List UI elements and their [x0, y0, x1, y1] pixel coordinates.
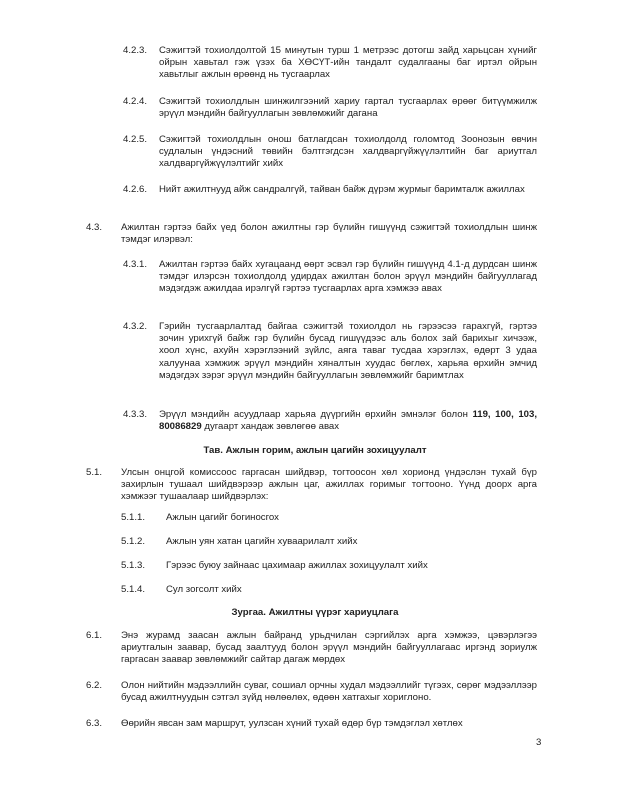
item-text: Ажлын цагийг богиносгох: [166, 512, 279, 523]
item-text: Сул зогсолт хийх: [166, 584, 242, 595]
item-number: 4.2.3.: [123, 45, 148, 56]
item-text: Сэжигтэй тохиолдолтой 15 минутын турш 1 метрээс дотогш зайд харьцсан хүнийг ойрын хавьтал гэж үзэх ба ХӨСҮТ-ийн тандалт судалгааны баг иртэл ойрын хавьтлыг ажлын өрөөнд нь тусгаарлах: [159, 45, 537, 81]
item-number: 5.1.4.: [121, 584, 146, 595]
item-text: Гэрээс буюу зайнаас цахимаар ажиллах зохицуулалт хийх: [166, 560, 428, 571]
item-number: 4.2.6.: [123, 184, 148, 195]
section-heading-6: Зургаа. Ажилтны үүрэг хариуцлага: [231, 607, 399, 618]
item-number: 4.3.1.: [123, 259, 148, 270]
item-number: 6.3.: [86, 718, 103, 729]
section-heading-5: Тав. Ажлын горим, ажлын цагийн зохицуулалт: [203, 445, 427, 456]
item-text: Ажлын уян хатан цагийн хуваарилалт хийх: [166, 536, 358, 547]
item-number: 6.2.: [86, 680, 103, 691]
item-number: 5.1.: [86, 467, 103, 478]
item-number: 4.3.3.: [123, 409, 148, 420]
item-text: Өөрийн явсан зам маршрут, уулзсан хүний тухай өдөр бүр тэмдэглэл хөтлөх: [121, 718, 463, 729]
item-text: Сэжигтэй тохиолдлын шинжилгээний хариу гартал тусгаарлах өрөөг битүүмжилж эрүүл мэндийн байгууллагын зөвлөмжийг дагана: [159, 96, 537, 120]
item-text-end: дугаарт хандаж зөвлөгөө авах: [201, 421, 340, 433]
item-number: 5.1.3.: [121, 560, 146, 571]
item-number: 4.3.2.: [123, 321, 148, 332]
item-number: 4.3.: [86, 222, 103, 233]
item-text: Нийт ажилтнууд айж сандралгүй, тайван байж дүрэм журмыг баримталж ажиллах: [159, 184, 525, 195]
item-text: Сэжигтэй тохиолдлын онош батлагдсан тохиолдолд голомтод Зоонозын өвчин судлалын үндэсний төвийн бэлтгэгдсэн халдваргүйжүүлэлтийн баг ариутгал халдваргүйжүүлэлтийг хийх: [159, 134, 537, 170]
item-text: Энэ журамд заасан ажлын байранд урьдчилан сэргийлэх арга хэмжээ, цэвэрлэгээ ариутгалын заавар, бусад заалтууд болон эрүүл мэндийн байгууллагаас иргэнд зориулж гаргасан заавар зөвлөмжийг сайтар дагаж мөрдөх: [121, 630, 537, 666]
item-number: 5.1.1.: [121, 512, 146, 523]
item-number: 5.1.2.: [121, 536, 146, 547]
phone-numbers: 119, 100, 103, 80086829: [159, 409, 537, 433]
item-text-start: Эрүүл мэндийн асуудлаар харьяа дүүргийн өрхийн эмнэлэг болон: [159, 409, 473, 420]
item-text: Ажилтан гэртээ байх хугацаанд өөрт эсвэл гэр бүлийн гишүүнд 4.1-д дурдсан шинж тэмдэг илэрсэн тохиолдолд удирдах ажилтан болон эрүүл мэндийн байгууллагад мэдэгдэж ажилдаа ирэлгүй гэртээ тусгаарлах арга хэмжээ авах: [159, 259, 537, 295]
item-number: 4.2.4.: [123, 96, 148, 107]
item-text: [159, 409, 537, 433]
item-text: Гэрийн тусгаарлалтад байгаа сэжигтэй тохиолдол нь гэрээсээ гарахгүй, гэртээ зочин урихгүй байж гэр бүлийн бусад гишүүдээс аль болох зай барихыг хичээж, хоол хүнс, ахуйн хэрэглээний зүйлс, аяга таваг тусдаа хэрэглэх, өдөрт 3 удаа халуунаа хэмжиж эрүүл мэндийн хяналтын хуудас бөглөх, харьяа өрхийн эмчид мэдэгдэх зэрэг эрүүл мэндийн байгууллагын зөвлөмжийг баримтлах: [159, 321, 537, 381]
item-text: Ажилтан гэртээ байх үед болон ажилтны гэр бүлийн гишүүнд сэжигтэй тохиолдлын шинж тэмдэг илэрвэл:: [121, 222, 537, 246]
item-text: Улсын онцгой комиссоос гаргасан шийдвэр, тогтоосон хөл хорионд үндэслэн тухай бүр захирлын тушаал шийдвэрээр ажлын цаг, ажиллах горимыг тогтооно. Үүнд доорх арга хэмжээг тушаалаар шийдвэрлэх:: [121, 467, 537, 503]
item-text: Олон нийтийн мэдээллийн суваг, сошиал орчны худал мэдээллийг түгээх, сөрөг мэдээллээр бусад ажилтнуудын сэтгэл зүйд нөлөөлөх, өдөөн хатгахыг хориглоно.: [121, 680, 537, 704]
item-number: 6.1.: [86, 630, 103, 641]
item-number: 4.2.5.: [123, 134, 148, 145]
page-number: 3: [536, 737, 542, 748]
